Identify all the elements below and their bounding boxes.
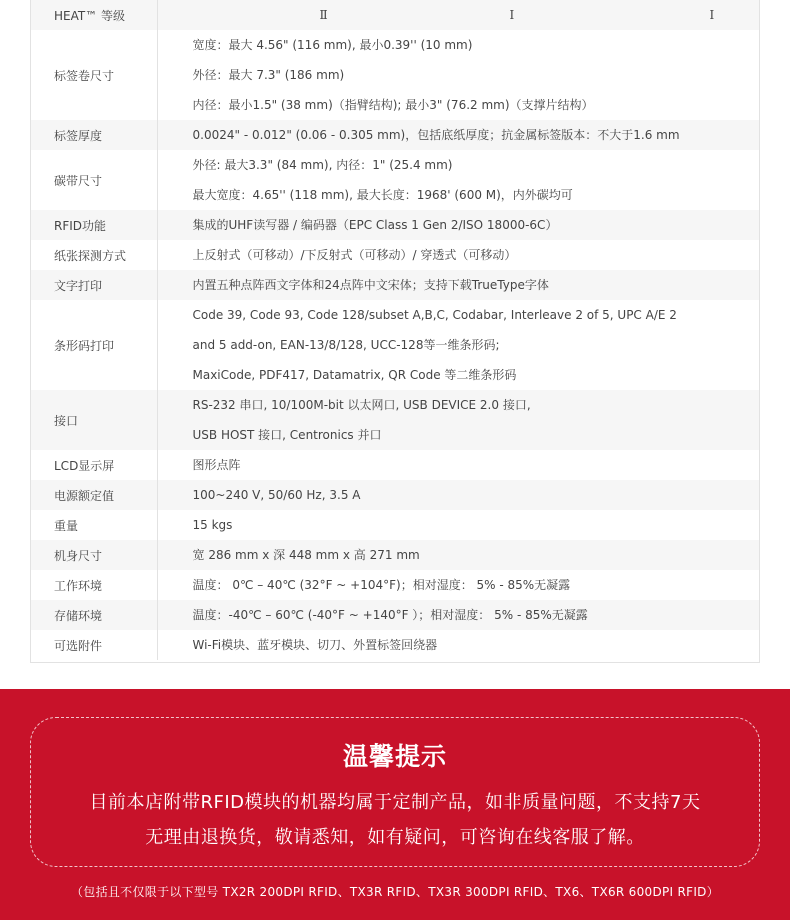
spec-value-line: 图形点阵	[192, 458, 241, 472]
spec-row	[31, 150, 759, 210]
notice-text-line1: 目前本店附带RFID模块的机器均属于定制产品，如非质量问题，不支持7天	[89, 792, 701, 813]
spec-value	[157, 510, 759, 540]
spec-label: 可选附件	[31, 630, 157, 660]
spec-value	[157, 0, 759, 30]
spec-value-line: 内置五种点阵西文字体和24点阵中文宋体；支持下载TrueType字体	[192, 278, 549, 292]
spec-value-line: Wi-Fi模块、蓝牙模块、切刀、外置标签回绕器	[192, 638, 438, 652]
spec-value	[157, 480, 759, 510]
spec-value	[157, 150, 759, 210]
spec-value-line: 上反射式（可移动）/下反射式（可移动）/ 穿透式（可移动）	[192, 248, 517, 262]
spec-value-line: 0.0024" - 0.012" (0.06 - 0.305 mm)，包括底纸厚度；抗金属标签版本：不大于1.6 mm	[192, 128, 680, 142]
spec-row	[31, 0, 759, 30]
spec-value-line: 15 kgs	[192, 518, 233, 532]
spec-row	[31, 450, 759, 480]
spec-label: 标签卷尺寸	[31, 30, 157, 120]
spec-value	[157, 450, 759, 480]
spec-row	[31, 30, 759, 120]
spec-value	[157, 300, 759, 390]
spec-label: 存储环境	[31, 600, 157, 630]
spec-row	[31, 540, 759, 570]
heat-rating-value: Ⅱ	[319, 8, 328, 22]
spec-value-line: Code 39, Code 93, Code 128/subset A,B,C, Codabar, Interleave 2 of 5, UPC A/E 2	[192, 308, 677, 322]
spec-value-line: and 5 add-on, EAN-13/8/128, UCC-128等一维条形码;	[192, 338, 500, 352]
spec-value	[157, 30, 759, 120]
spec-value	[157, 240, 759, 270]
spec-row	[31, 240, 759, 270]
spec-value-line: 温度：-40℃ – 60℃ (-40°F ~ +140°F ）；相对湿度： 5% - 85%无凝露	[192, 608, 588, 622]
spec-value-line: 集成的UHF读写器 / 编码器（EPC Class 1 Gen 2/ISO 18000-6C）	[192, 218, 558, 232]
spec-value-line: 内径：最小1.5" (38 mm)（指臂结构); 最小3" (76.2 mm)（支撑片结构）	[192, 98, 594, 112]
spec-label: 机身尺寸	[31, 540, 157, 570]
notice-text-line2: 无理由退换货，敬请悉知，如有疑问，可咨询在线客服了解。	[145, 827, 645, 848]
spec-value	[157, 120, 759, 150]
spec-value-line: 温度： 0℃ – 40℃ (32°F ~ +104°F)；相对湿度： 5% - 85%无凝露	[192, 578, 571, 592]
spec-value	[157, 270, 759, 300]
spec-value-line: RS-232 串口, 10/100M-bit 以太网口, USB DEVICE 2.0 接口,	[192, 398, 531, 412]
spec-label: 条形码打印	[31, 300, 157, 390]
notice-title: 温馨提示	[342, 742, 447, 771]
spec-row	[31, 300, 759, 390]
spec-value	[157, 570, 759, 600]
spec-label: 工作环境	[31, 570, 157, 600]
spec-table	[31, 0, 759, 660]
spec-row	[31, 210, 759, 240]
spec-value-line: 外径: 最大3.3" (84 mm), 内径：1" (25.4 mm)	[192, 158, 453, 172]
heat-rating-value: Ⅰ	[509, 8, 515, 22]
notice-banner	[0, 689, 790, 920]
spec-value-line: 外径：最大 7.3" (186 mm)	[192, 68, 345, 82]
spec-label: 纸张探测方式	[31, 240, 157, 270]
spec-label: HEAT™ 等级	[31, 0, 157, 30]
spec-label: 电源额定值	[31, 480, 157, 510]
spec-value-line: MaxiCode, PDF417, Datamatrix, QR Code 等二维条形码	[192, 368, 517, 382]
spec-value	[157, 600, 759, 630]
notice-footnote: （包括且不仅限于以下型号 TX2R 200DPI RFID、TX3R RFID、TX3R 300DPI RFID、TX6、TX6R 600DPI RFID）	[70, 885, 720, 899]
notice-box	[30, 717, 760, 867]
spec-row	[31, 630, 759, 660]
spec-label: 接口	[31, 390, 157, 450]
spec-table-container	[30, 0, 760, 663]
spec-label: RFID功能	[31, 210, 157, 240]
spec-row	[31, 480, 759, 510]
spec-row	[31, 270, 759, 300]
spec-label: 文字打印	[31, 270, 157, 300]
heat-rating-line	[193, 0, 760, 30]
spec-row	[31, 390, 759, 450]
spec-value-line: 宽 286 mm x 深 448 mm x 高 271 mm	[192, 548, 420, 562]
spec-value-line: 最大宽度：4.65'' (118 mm), 最大长度：1968' (600 M)，内外碳均可	[192, 188, 573, 202]
heat-rating-value: Ⅰ	[709, 8, 715, 22]
spec-value	[157, 390, 759, 450]
spec-label: LCD显示屏	[31, 450, 157, 480]
spec-value	[157, 540, 759, 570]
spec-value	[157, 630, 759, 660]
spec-row	[31, 120, 759, 150]
spec-value-line: 宽度：最大 4.56" (116 mm), 最小0.39'' (10 mm)	[192, 38, 473, 52]
spec-label: 标签厚度	[31, 120, 157, 150]
spec-row	[31, 600, 759, 630]
spec-label: 碳带尺寸	[31, 150, 157, 210]
spec-value-line: USB HOST 接口, Centronics 并口	[192, 428, 382, 442]
spec-value-line: 100~240 V, 50/60 Hz, 3.5 A	[192, 488, 361, 502]
spec-row	[31, 510, 759, 540]
spec-row	[31, 570, 759, 600]
spec-value	[157, 210, 759, 240]
spec-label: 重量	[31, 510, 157, 540]
